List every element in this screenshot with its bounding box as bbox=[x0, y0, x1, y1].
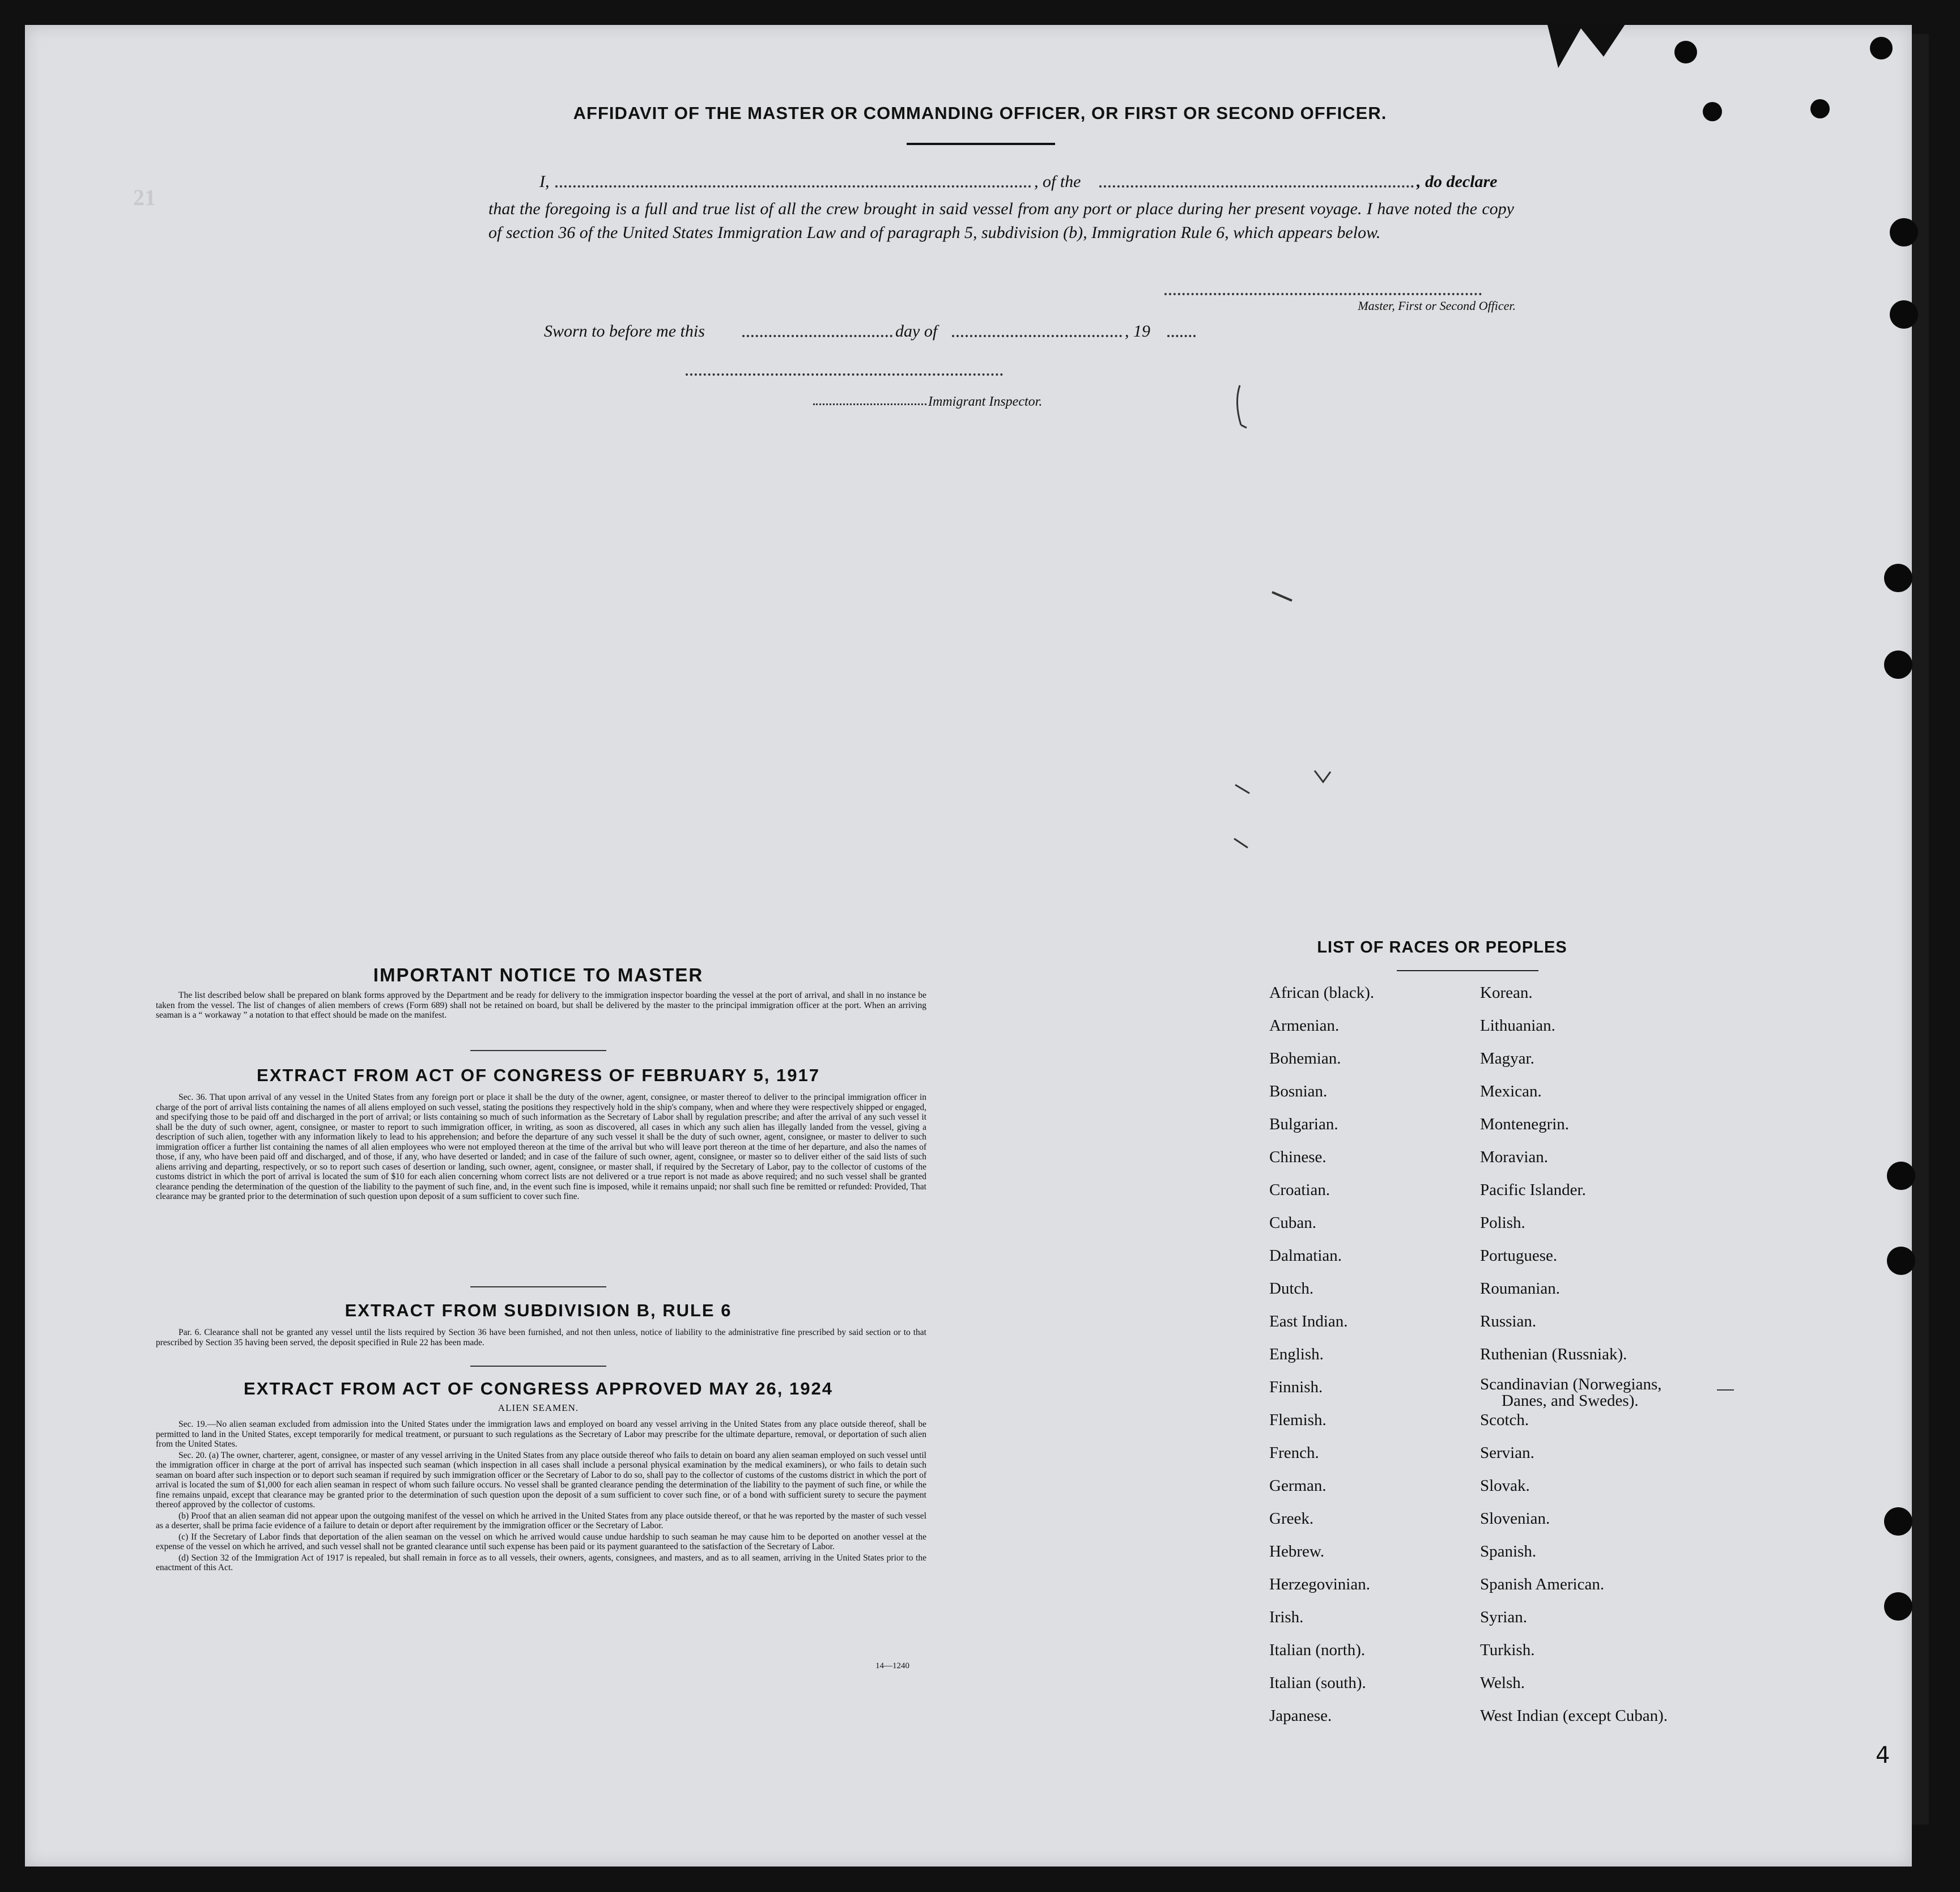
race-right-16: Slovenian. bbox=[1480, 1510, 1550, 1528]
form-number: 14—1240 bbox=[875, 1661, 909, 1670]
margin-dash bbox=[1717, 1389, 1734, 1391]
do-declare-label: , do declare bbox=[1417, 172, 1498, 191]
race-left-1: Armenian. bbox=[1269, 1017, 1340, 1035]
officer-signature-field[interactable] bbox=[1164, 288, 1482, 298]
punch-hole bbox=[1884, 1592, 1912, 1621]
extract-1924-subtitle: ALIEN SEAMEN. bbox=[498, 1402, 579, 1413]
punch-hole bbox=[1870, 37, 1893, 59]
extract-1917-paragraph: Sec. 36. That upon arrival of any vessel in the United States from any foreign port or place it shall be the duty of the owner, agent, consignee, or master thereof to deliver to the principal immigration officer in charge of the port of arrival lists containing the names of all aliens employed on such vessel, stating the positions they respectively hold in the ship's company, when and where they were respectively shipped or engaged, and specifying those to be paid off and discharged in the port of arrival; or lists containing so much of such information as the Secretary of Labor shall by regulation prescribe; and after the arrival of any such vessel it shall be the duty of such owner, agent, consignee, or master to report to such immigration officer, in writing, as soon as discovered, all cases in which any such alien has illegally landed from the vessel, giving a description of such alien, together with any information likely to lead to his apprehension; and before the departure of any such vessel it shall be the duty of such owner, agent, consignee, or master to deliver to such immigration officer a further list containing the names of all alien employees who were not employed thereon at the time of the arrival but who will leave port thereon at the time of her departure, and also the names of those, if any, who have been paid off and discharged, and of those, if any, who have deserted or landed; and in case of the failure of such owner, agent, consignee, or master so to deliver either of the said lists of such aliens arriving and departing, respectively, or so to report such cases of desertion or landing, such owner, agent, consignee, or master shall, if required by the Secretary of Labor, pay to the collector of customs of the customs district in which the port of arrival is located the sum of $10 for each alien concerning whom correct lists are not delivered or a true report is not made as above required; and no such vessel shall be granted clearance pending the determination of the question of the liability to the payment of such fine, and, in the event such fine is imposed, while it remains unpaid; nor shall such fine be remitted or refunded: Provided, That clearance may be granted prior to the determination of such question upon deposit of a sum sufficient to cover such fine. bbox=[156, 1092, 926, 1201]
race-left-12: Finnish. bbox=[1269, 1378, 1323, 1396]
extract-1917-title: EXTRACT FROM ACT OF CONGRESS OF FEBRUARY 5, 1917 bbox=[257, 1065, 820, 1085]
notice-text bbox=[156, 990, 926, 1022]
pencil-marks bbox=[1230, 374, 1456, 861]
race-right-10: Russian. bbox=[1480, 1312, 1537, 1330]
sec-19-paragraph: Sec. 19.—No alien seaman excluded from admission into the United States under the immigration laws and employed on board any vessel arriving in the United States from any place outside thereof, shall be permitted to land in the United States, except temporarily for medical treatment, or pursuant to such regulations as the Secretary of Labor may prescribe for the ultimate departure, removal, or deportation of such alien from the United States. bbox=[156, 1419, 926, 1449]
extract-rule6-text bbox=[156, 1328, 926, 1349]
notice-title: IMPORTANT NOTICE TO MASTER bbox=[373, 964, 704, 985]
sworn-label: Sworn to before me this bbox=[544, 322, 705, 341]
race-left-13: Flemish. bbox=[1269, 1411, 1326, 1429]
master-name-field[interactable] bbox=[555, 180, 1031, 190]
punch-hole bbox=[1884, 1507, 1912, 1536]
affidavit-name-label: I, bbox=[539, 172, 550, 191]
race-left-6: Croatian. bbox=[1269, 1181, 1330, 1199]
punch-hole bbox=[1674, 41, 1697, 63]
separator bbox=[470, 1366, 606, 1367]
race-left-3: Bosnian. bbox=[1269, 1082, 1328, 1100]
extract-1924-text bbox=[156, 1419, 926, 1574]
separator bbox=[470, 1050, 606, 1051]
extract-rule6-title: EXTRACT FROM SUBDIVISION B, RULE 6 bbox=[345, 1300, 732, 1320]
race-left-5: Chinese. bbox=[1269, 1148, 1326, 1166]
race-right-1: Lithuanian. bbox=[1480, 1017, 1555, 1035]
sec-20b-paragraph: (b) Proof that an alien seaman did not appear upon the outgoing manifest of the vessel on which he arrived in the United States from any place outside thereof, or that he was reported by the master of such vessel as a deserter, shall be prima facie evidence of a failure to detain or deport after requirement by the immigration officer or the Secretary of Labor. bbox=[156, 1511, 926, 1530]
race-left-8: Dalmatian. bbox=[1269, 1247, 1342, 1265]
race-left-4: Bulgarian. bbox=[1269, 1115, 1338, 1133]
races-title-rule bbox=[1397, 970, 1538, 971]
faint-page-number: 21 bbox=[133, 185, 156, 210]
race-left-10: East Indian. bbox=[1269, 1312, 1348, 1330]
signature-caption: Master, First or Second Officer. bbox=[1358, 299, 1516, 313]
race-right-4: Montenegrin. bbox=[1480, 1115, 1570, 1133]
race-right-20: Turkish. bbox=[1480, 1641, 1535, 1659]
punch-hole bbox=[1887, 1162, 1915, 1190]
race-left-21: Italian (south). bbox=[1269, 1674, 1366, 1692]
race-left-2: Bohemian. bbox=[1269, 1049, 1341, 1068]
punch-hole bbox=[1890, 300, 1918, 329]
race-right-21: Welsh. bbox=[1480, 1674, 1525, 1692]
affidavit-title-rule bbox=[907, 143, 1055, 145]
affidavit-of-the-label: , of the bbox=[1034, 172, 1081, 191]
extract-1917-text bbox=[156, 1092, 926, 1203]
extract-rule6-paragraph: Par. 6. Clearance shall not be granted any vessel until the lists required by Section 36 have been furnished, and not then unless, notice of liability to the administrative fine prescribed by said section or to that prescribed by Section 35 having been served, the deposit specified in Rule 22 has been made. bbox=[156, 1328, 926, 1347]
sworn-year-label: , 19 bbox=[1125, 322, 1150, 341]
sworn-day-of-label: day of bbox=[895, 322, 938, 341]
form-sheet bbox=[25, 25, 1912, 1867]
vessel-name-field[interactable] bbox=[1099, 180, 1414, 190]
inspector-signature-field[interactable] bbox=[686, 368, 1003, 379]
race-right-22: West Indian (except Cuban). bbox=[1480, 1707, 1668, 1725]
race-right-15: Slovak. bbox=[1480, 1477, 1530, 1495]
race-right-2: Magyar. bbox=[1480, 1049, 1534, 1068]
separator bbox=[470, 1286, 606, 1287]
race-right-3: Mexican. bbox=[1480, 1082, 1542, 1100]
race-left-20: Italian (north). bbox=[1269, 1641, 1366, 1659]
race-right-11: Ruthenian (Russniak). bbox=[1480, 1345, 1627, 1363]
race-left-7: Cuban. bbox=[1269, 1214, 1316, 1232]
race-right-6: Pacific Islander. bbox=[1480, 1181, 1586, 1199]
torn-corner bbox=[1547, 23, 1626, 79]
race-left-16: Greek. bbox=[1269, 1510, 1314, 1528]
sworn-day-field[interactable] bbox=[742, 330, 892, 340]
page-edge bbox=[1912, 34, 1929, 1825]
race-right-5: Moravian. bbox=[1480, 1148, 1548, 1166]
race-right-12-cont: Danes, and Swedes). bbox=[1502, 1392, 1639, 1410]
races-title: LIST OF RACES OR PEOPLES bbox=[1317, 938, 1567, 956]
sworn-year-field[interactable] bbox=[1167, 330, 1196, 340]
sec-20c-paragraph: (c) If the Secretary of Labor finds that deportation of the alien seaman on the vessel on which he arrived would cause undue hardship to such seaman he may cause him to be deported on another vessel at the expense of the vessel on which he arrived, and such vessel shall not be granted clearance until such expense has been paid or its payment guaranteed to the satisfaction of the Secretary of Labor. bbox=[156, 1532, 926, 1551]
race-right-13: Scotch. bbox=[1480, 1411, 1529, 1429]
punch-hole bbox=[1884, 564, 1912, 592]
sworn-month-field[interactable] bbox=[952, 330, 1122, 340]
affidavit-body: that the foregoing is a full and true list of all the crew brought in said vessel from any port or place during her present voyage. I have noted the copy of section 36 of the United States Immigration Law and of paragraph 5, subdivision (b), Immigration Rule 6, which appears below. bbox=[488, 199, 1514, 242]
race-right-14: Servian. bbox=[1480, 1444, 1534, 1462]
race-right-8: Portuguese. bbox=[1480, 1247, 1558, 1265]
page-number: 4 bbox=[1876, 1742, 1890, 1768]
race-left-17: Hebrew. bbox=[1269, 1542, 1325, 1561]
punch-hole bbox=[1887, 1247, 1915, 1275]
race-right-9: Roumanian. bbox=[1480, 1279, 1560, 1298]
punch-hole bbox=[1890, 218, 1918, 246]
race-right-17: Spanish. bbox=[1480, 1542, 1537, 1561]
affidavit-title: AFFIDAVIT OF THE MASTER OR COMMANDING OFFICER, OR FIRST OR SECOND OFFICER. bbox=[573, 103, 1387, 123]
race-left-19: Irish. bbox=[1269, 1608, 1304, 1626]
race-left-15: German. bbox=[1269, 1477, 1326, 1495]
punch-hole bbox=[1884, 650, 1912, 679]
inspector-dots bbox=[813, 398, 926, 408]
race-left-0: African (black). bbox=[1269, 984, 1375, 1002]
sec-20d-paragraph: (d) Section 32 of the Immigration Act of 1917 is repealed, but shall remain in force as to all vessels, their owners, agents, consignees, and masters, and as to all seamen, arriving in the United States prior to the enactment of this Act. bbox=[156, 1553, 926, 1572]
race-right-0: Korean. bbox=[1480, 984, 1533, 1002]
race-right-7: Polish. bbox=[1480, 1214, 1525, 1232]
race-left-14: French. bbox=[1269, 1444, 1319, 1462]
race-left-11: English. bbox=[1269, 1345, 1324, 1363]
inspector-caption: Immigrant Inspector. bbox=[928, 394, 1043, 409]
sec-20a-paragraph: Sec. 20. (a) The owner, charterer, agent, consignee, or master of any vessel arriving in the United States from any place outside thereof who fails to detain on board any alien seaman employed on such vessel until the immigration officer in charge at the port of arrival has inspected such seaman (which inspection in all cases shall include a personal physical examination by the medical examiners), or who fails to detain such seaman on board after such inspection or to deport such seaman if required by such immigration officer or the Secretary of Labor to do so, shall pay to the collector of customs of the customs district in which the port of arrival is located the sum of $1,000 for each alien seaman in respect of whom such failure occurs. No vessel shall be granted clearance pending the determination of the liability to the payment of such fine, or while the fine remains unpaid, except that clearance may be granted prior to the determination of such question upon the deposit of a sum sufficient to cover such fine, or of a bond with sufficient surety to secure the payment thereof approved by the collector of customs. bbox=[156, 1450, 926, 1510]
notice-paragraph: The list described below shall be prepared on blank forms approved by the Department and be ready for delivery to the immigration inspector boarding the vessel at the port of arrival, and shall in no instance be taken from the vessel. The list of changes of alien members of crews (Form 689) shall not be retained on board, but shall be delivered by the master to the principal immigration officer at the port. When an arriving seaman is a “ workaway ” a notation to that effect should be made on the manifest. bbox=[156, 990, 926, 1020]
extract-1924-title: EXTRACT FROM ACT OF CONGRESS APPROVED MAY 26, 1924 bbox=[244, 1379, 833, 1398]
race-right-12: Scandinavian (Norwegians, bbox=[1480, 1375, 1662, 1393]
race-left-18: Herzegovinian. bbox=[1269, 1575, 1370, 1593]
race-right-18: Spanish American. bbox=[1480, 1575, 1605, 1593]
race-left-9: Dutch. bbox=[1269, 1279, 1314, 1298]
race-left-22: Japanese. bbox=[1269, 1707, 1332, 1725]
race-right-19: Syrian. bbox=[1480, 1608, 1527, 1626]
